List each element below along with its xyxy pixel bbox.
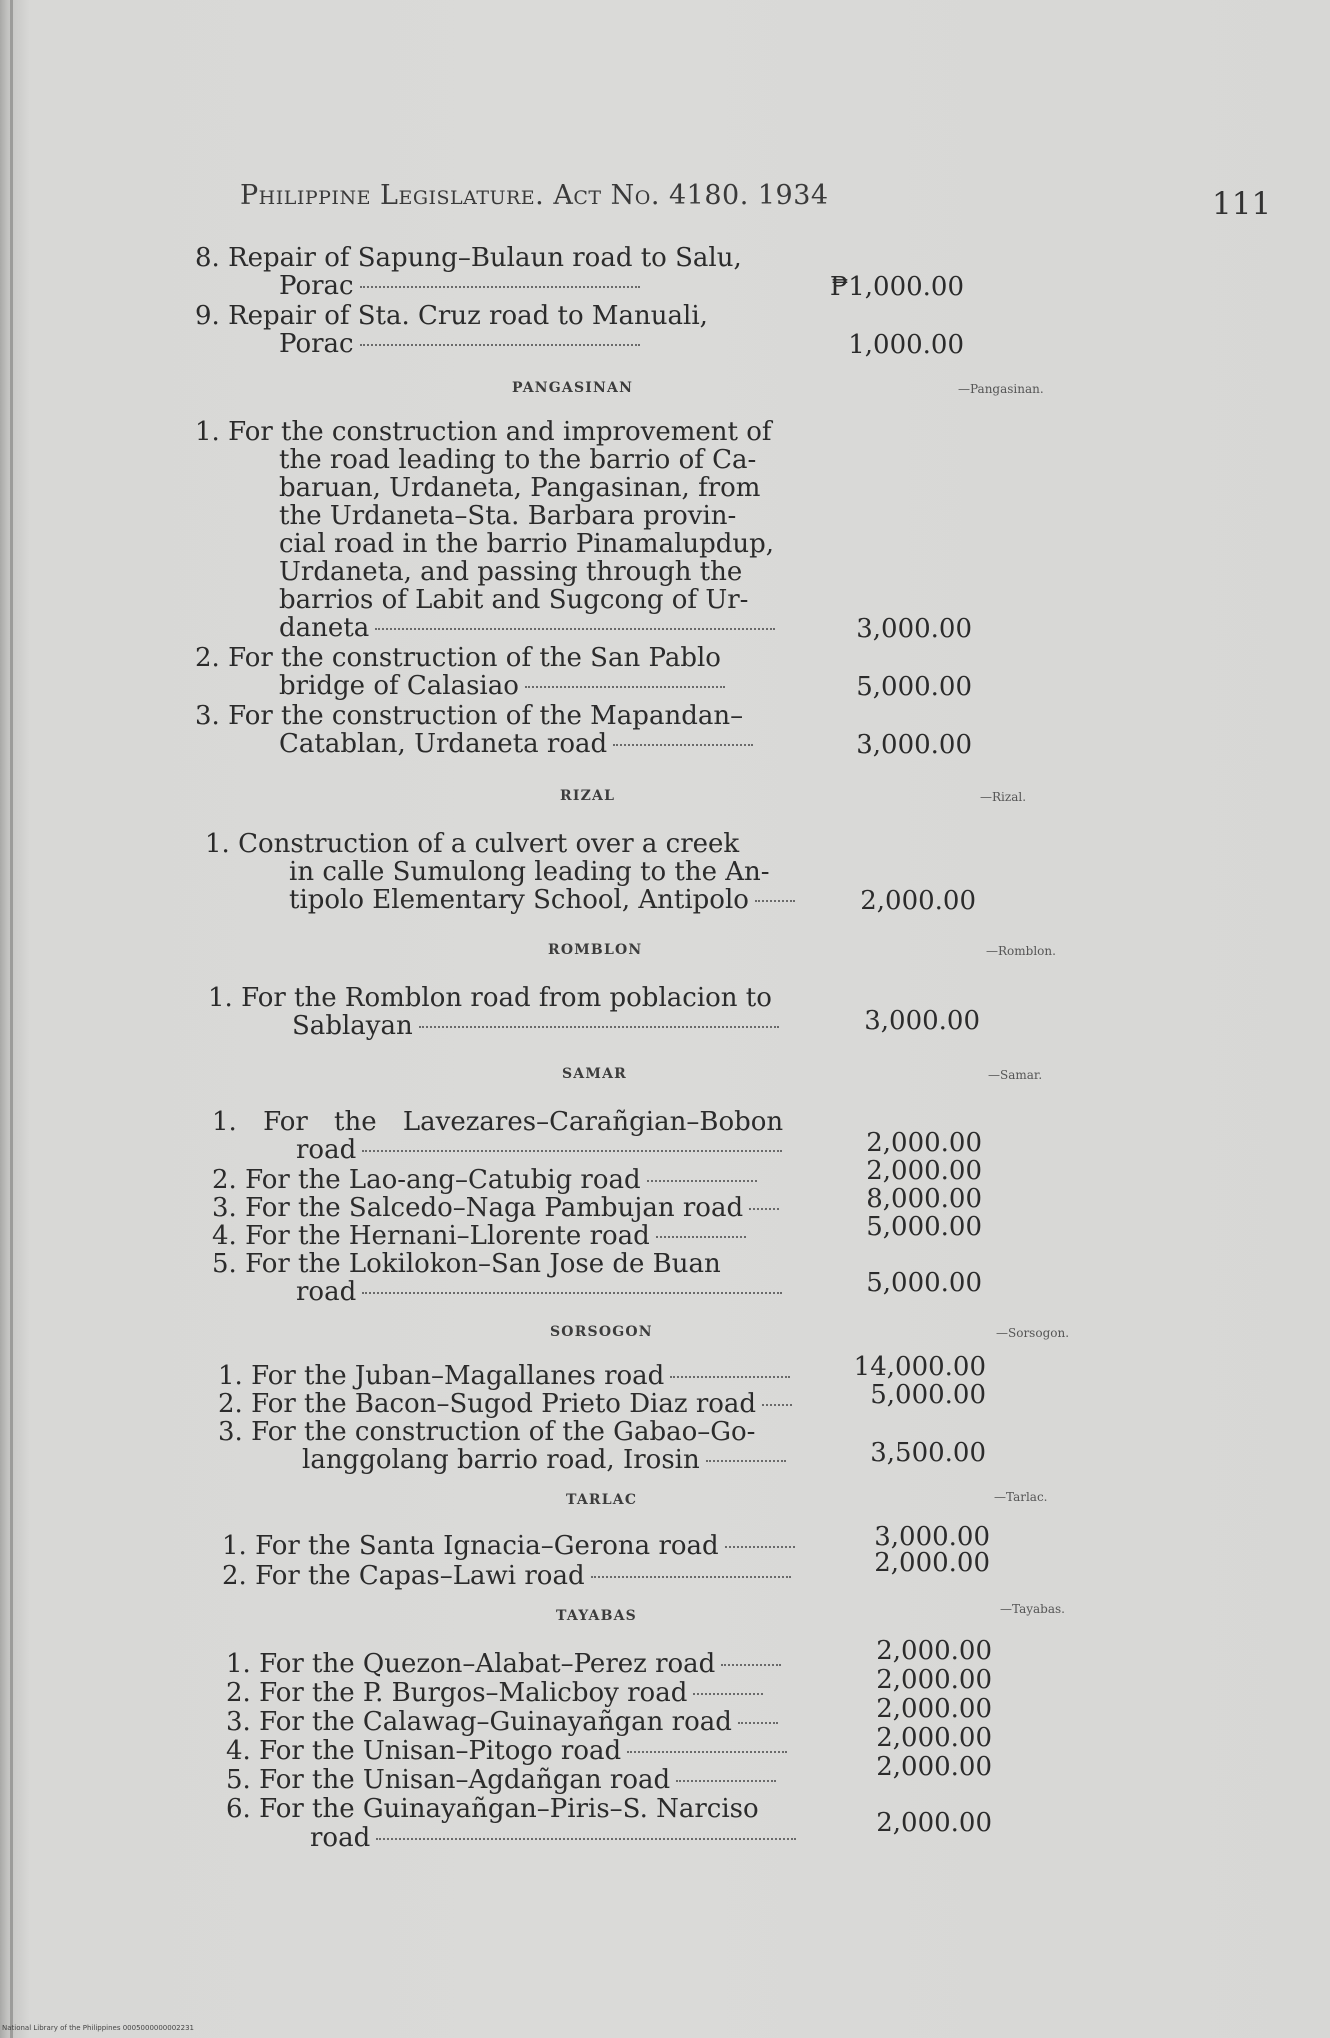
tayabas-5-line: 5. For the Unisan–Agdañgan road — [226, 1766, 846, 1794]
margin-note-tayabas: —Tayabas. — [1000, 1602, 1065, 1616]
running-header — [240, 180, 829, 211]
romblon-1-amount: 3,000.00 — [864, 1006, 980, 1036]
rizal-1-amount: 2,000.00 — [860, 886, 976, 916]
samar-3-amount: 8,000.00 — [866, 1184, 982, 1214]
item-9-amount: 1,000.00 — [848, 330, 964, 360]
pang-1-line-8: daneta — [195, 614, 815, 642]
samar-1-line-1: 1. For the Lavezares–Carañgian–Bobon — [212, 1107, 784, 1137]
pang-1-line-1: 1. For the construction and improvement of — [195, 417, 772, 447]
tarlac-1-line: 1. For the Santa Ignacia–Gerona road — [222, 1532, 842, 1560]
sorsogon-3-line-1: 3. For the construction of the Gabao–Go- — [218, 1417, 756, 1447]
tayabas-6-line-1: 6. For the Guinayañgan–Piris–S. Narciso — [226, 1794, 759, 1824]
samar-1-line-2: road — [212, 1136, 832, 1164]
item-9-line-2: Porac — [195, 330, 815, 358]
samar-5-line-2: road — [212, 1278, 832, 1306]
pang-2-amount: 5,000.00 — [856, 672, 972, 702]
section-heading-pangasinan: PANGASINAN — [512, 380, 634, 396]
romblon-1-line-2: Sablayan — [208, 1012, 828, 1040]
tayabas-4-amount: 2,000.00 — [876, 1723, 992, 1753]
pang-1-line-6: Urdaneta, and passing through the — [279, 557, 743, 587]
samar-1-amount: 2,000.00 — [866, 1128, 982, 1158]
header-title: Philippine Legislature. Act No. 4180. 1934 — [240, 180, 829, 211]
margin-note-tarlac: —Tarlac. — [994, 1490, 1048, 1504]
samar-4-amount: 5,000.00 — [866, 1212, 982, 1242]
page-number: 111 — [1212, 186, 1272, 222]
sorsogon-2-amount: 5,000.00 — [870, 1380, 986, 1410]
samar-5-amount: 5,000.00 — [866, 1268, 982, 1298]
pang-1-line-2: the road leading to the barrio of Ca- — [279, 445, 757, 475]
margin-note-romblon: —Romblon. — [986, 944, 1056, 958]
tayabas-2-line: 2. For the P. Burgos–Malicboy road — [226, 1679, 846, 1707]
pang-3-line-2: Catablan, Urdaneta road — [195, 730, 815, 758]
tayabas-1-line: 1. For the Quezon–Alabat–Perez road — [226, 1650, 846, 1678]
tayabas-6-amount: 2,000.00 — [876, 1808, 992, 1838]
pang-3-line-1: 3. For the construction of the Mapandan– — [195, 701, 744, 731]
pang-1-line-4: the Urdaneta–Sta. Barbara provin- — [279, 501, 737, 531]
samar-4-line: 4. For the Hernani–Llorente road — [212, 1222, 832, 1250]
sorsogon-3-amount: 3,500.00 — [870, 1438, 986, 1468]
pang-3-amount: 3,000.00 — [856, 730, 972, 760]
item-9-line-1: 9. Repair of Sta. Cruz road to Manuali, — [195, 301, 708, 331]
sorsogon-1-line: 1. For the Juban–Magallanes road — [218, 1362, 838, 1390]
tayabas-4-line: 4. For the Unisan–Pitogo road — [226, 1737, 846, 1765]
section-heading-tayabas: TAYABAS — [556, 1608, 637, 1624]
rizal-1-line-1: 1. Construction of a culvert over a creek — [205, 829, 740, 859]
margin-note-samar: —Samar. — [988, 1068, 1043, 1082]
rizal-1-line-2: in calle Sumulong leading to the An- — [289, 857, 770, 887]
margin-note-sorsogon: —Sorsogon. — [996, 1326, 1070, 1340]
tayabas-3-line: 3. For the Calawag–Guinayañgan road — [226, 1708, 846, 1736]
samar-2-amount: 2,000.00 — [866, 1156, 982, 1186]
scan-footer: National Library of the Philippines 0005000000002231 — [2, 2024, 194, 2032]
pang-1-amount: 3,000.00 — [856, 614, 972, 644]
section-heading-tarlac: TARLAC — [566, 1492, 638, 1508]
samar-3-line: 3. For the Salcedo–Naga Pambujan road — [212, 1194, 832, 1222]
romblon-1-line-1: 1. For the Romblon road from poblacion to — [208, 983, 772, 1013]
pang-2-line-1: 2. For the construction of the San Pablo — [195, 643, 721, 673]
tayabas-6-line-2: road — [226, 1824, 846, 1852]
section-heading-rizal: RIZAL — [560, 788, 616, 804]
tayabas-3-amount: 2,000.00 — [876, 1694, 992, 1724]
sorsogon-1-amount: 14,000.00 — [853, 1352, 986, 1382]
tayabas-2-amount: 2,000.00 — [876, 1665, 992, 1695]
tayabas-5-amount: 2,000.00 — [876, 1752, 992, 1782]
pang-1-line-3: baruan, Urdaneta, Pangasinan, from — [279, 473, 761, 503]
tayabas-1-amount: 2,000.00 — [876, 1636, 992, 1666]
samar-5-line-1: 5. For the Lokilokon–San Jose de Buan — [212, 1249, 721, 1279]
margin-note-pangasinan: —Pangasinan. — [958, 382, 1044, 396]
section-heading-romblon: ROMBLON — [548, 942, 643, 958]
tarlac-2-line: 2. For the Capas–Lawi road — [222, 1562, 842, 1590]
item-8-line-2: Porac — [195, 272, 815, 300]
item-8-amount: ₱1,000.00 — [829, 272, 964, 302]
margin-note-rizal: —Rizal. — [980, 790, 1027, 804]
section-heading-sorsogon: SORSOGON — [550, 1324, 653, 1340]
samar-2-line: 2. For the Lao-ang–Catubig road — [212, 1166, 832, 1194]
sorsogon-3-line-2: langgolang barrio road, Irosin — [218, 1446, 838, 1474]
section-heading-samar: SAMAR — [562, 1066, 627, 1082]
pang-2-line-2: bridge of Calasiao — [195, 672, 815, 700]
tarlac-1-amount: 3,000.00 — [874, 1522, 990, 1552]
pang-1-line-7: barrios of Labit and Sugcong of Ur- — [279, 585, 749, 615]
sorsogon-2-line: 2. For the Bacon–Sugod Prieto Diaz road — [218, 1390, 838, 1418]
item-8-line-1: 8. Repair of Sapung–Bulaun road to Salu, — [195, 243, 742, 273]
tarlac-2-amount: 2,000.00 — [874, 1548, 990, 1578]
pang-1-line-5: cial road in the barrio Pinamalupdup, — [279, 529, 775, 559]
binding-edge — [10, 0, 13, 2038]
rizal-1-line-3: tipolo Elementary School, Antipolo — [205, 886, 825, 914]
